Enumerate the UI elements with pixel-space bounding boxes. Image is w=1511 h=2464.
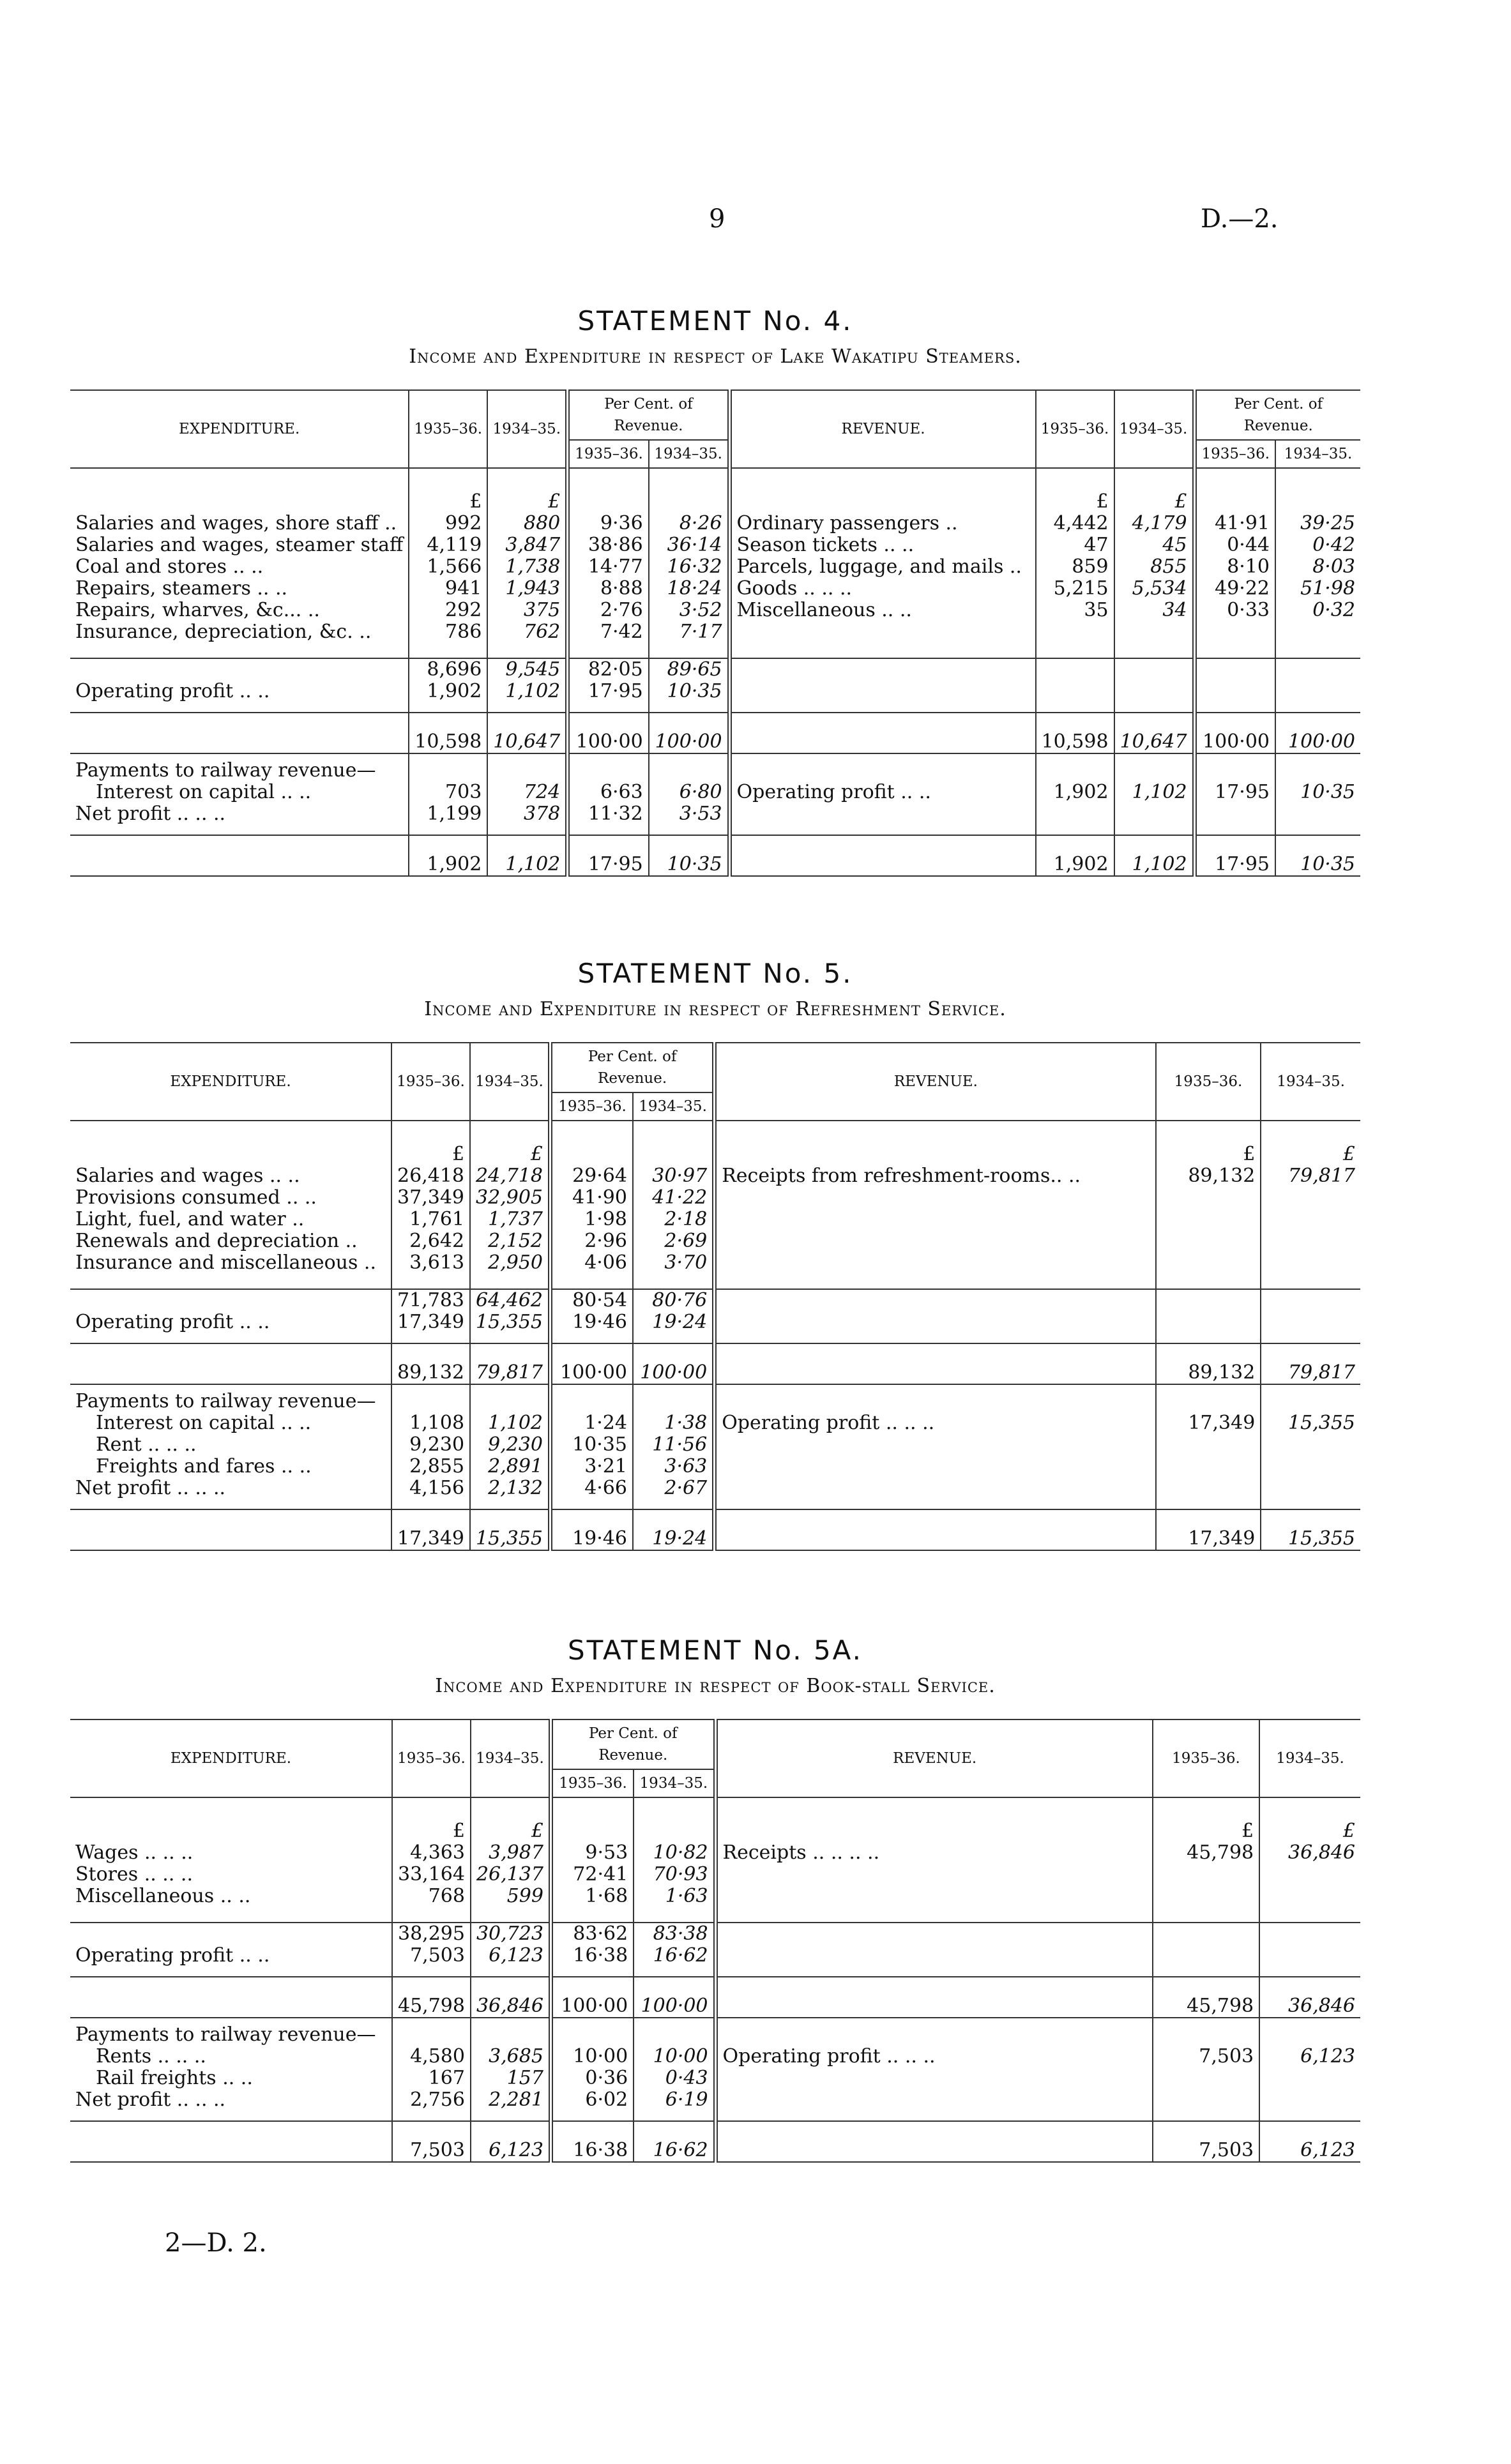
statement-subtitle: Income and Expenditure in respect of Refreshment Service. <box>424 998 1006 1020</box>
table-row: Salaries and wages, steamer staff 4,119 3,847 38·86 36·14 Season tickets .. .. 47 45 0·44 0·42 <box>70 534 1360 556</box>
page-number: 9 <box>709 204 725 234</box>
table-row: Miscellaneous .. .. 768 599 1·68 1·63 <box>70 1886 1360 1907</box>
table-row: Interest on capital .. .. 703 724 6·63 6·80 Operating profit .. .. 1,902 1,102 17·95 10·35 <box>70 782 1360 803</box>
year-header: 1934–35. <box>470 1043 550 1121</box>
year-header: 1935–36. <box>391 1043 470 1121</box>
currency-symbol: £ <box>1156 1121 1261 1165</box>
year-header: 1935–36. <box>1036 390 1114 468</box>
table-row: Light, fuel, and water .. 1,761 1,737 1·98 2·18 <box>70 1209 1360 1230</box>
table-row: Net profit .. .. .. 4,156 2,132 4·66 2·67 <box>70 1478 1360 1499</box>
year-header: 1934–35. <box>1275 440 1360 468</box>
year-header: 1935–36. <box>392 1720 471 1797</box>
year-header: 1935–36. <box>1153 1720 1259 1797</box>
table-row: Provisions consumed .. .. 37,349 32,905 41·90 41·22 <box>70 1187 1360 1209</box>
expenditure-header: EXPENDITURE. <box>70 1043 391 1121</box>
total-row: 10,598 10,647 100·00 100·00 10,598 10,647 100·00 100·00 <box>70 713 1360 753</box>
table-row: Coal and stores .. .. 1,566 1,738 14·77 16·32 Parcels, luggage, and mails .. 859 855 8·10 8·03 <box>70 556 1360 578</box>
revenue-header: REVENUE. <box>715 1043 1156 1121</box>
year-header: 1935–36. <box>1194 440 1275 468</box>
table-row: Interest on capital .. .. 1,108 1,102 1·24 1·38 Operating profit .. .. .. 17,349 15,355 <box>70 1412 1360 1434</box>
table-row: Rail freights .. .. 167 157 0·36 0·43 <box>70 2067 1360 2089</box>
year-header: 1934–35. <box>487 390 567 468</box>
currency-symbol: £ <box>392 1797 471 1842</box>
expenditure-header: EXPENDITURE. <box>70 1720 392 1797</box>
table-row: Insurance and miscellaneous .. 3,613 2,950 4·06 3·70 <box>70 1252 1360 1274</box>
currency-symbol: £ <box>1153 1797 1259 1842</box>
currency-symbol: £ <box>1114 468 1194 513</box>
currency-symbol: £ <box>1261 1121 1360 1165</box>
statement-title: STATEMENT No. 5. <box>577 958 853 989</box>
subtotal-row: 8,696 9,545 82·05 89·65 <box>70 658 1360 681</box>
percent-header: Per Cent. of Revenue. <box>568 390 729 440</box>
table-row: Renewals and depreciation .. 2,642 2,152 2·96 2·69 <box>70 1230 1360 1252</box>
page-footer: 2—D. 2. <box>165 2228 267 2258</box>
year-header: 1934–35. <box>649 440 729 468</box>
year-header: 1934–35. <box>634 1769 715 1797</box>
statement-title: STATEMENT No. 5A. <box>567 1635 863 1666</box>
statement-5 <box>70 958 1360 1551</box>
total-row: 17,349 15,355 19·46 19·24 17,349 15,355 <box>70 1509 1360 1550</box>
year-header: 1934–35. <box>1261 1043 1360 1121</box>
table-row: Net profit .. .. .. 2,756 2,281 6·02 6·19 <box>70 2089 1360 2111</box>
currency-symbol: £ <box>470 1121 550 1165</box>
currency-symbol: £ <box>487 468 567 513</box>
operating-profit-row: Operating profit .. .. 17,349 15,355 19·46 19·24 <box>70 1311 1360 1333</box>
subtotal-row: 38,295 30,723 83·62 83·38 <box>70 1923 1360 1945</box>
table-row: Wages .. .. .. 4,363 3,987 9·53 10·82 Receipts .. .. .. .. 45,798 36,846 <box>70 1842 1360 1864</box>
operating-profit-row: Operating profit .. .. 1,902 1,102 17·95 10·35 <box>70 681 1360 702</box>
subtotal-row: 71,783 64,462 80·54 80·76 <box>70 1289 1360 1311</box>
total-row: 7,503 6,123 16·38 16·62 7,503 6,123 <box>70 2121 1360 2162</box>
table-row: Repairs, steamers .. .. 941 1,943 8·88 18·24 Goods .. .. .. 5,215 5,534 49·22 51·98 <box>70 578 1360 600</box>
year-header: 1934–35. <box>633 1092 715 1121</box>
payments-heading: Payments to railway revenue— <box>75 2023 376 2046</box>
table-row: Salaries and wages, shore staff .. 992 880 9·36 8·26 Ordinary passengers .. 4,442 4,179 41·91 39·25 <box>70 513 1360 534</box>
table-row: Stores .. .. .. 33,164 26,137 72·41 70·93 <box>70 1864 1360 1886</box>
currency-symbol: £ <box>391 1121 470 1165</box>
currency-symbol: £ <box>1259 1797 1360 1842</box>
table-row: Freights and fares .. .. 2,855 2,891 3·21 3·63 <box>70 1456 1360 1478</box>
statement-4 <box>70 305 1360 877</box>
expenditure-header: EXPENDITURE. <box>70 390 409 468</box>
table-row: Rent .. .. .. 9,230 9,230 10·35 11·56 <box>70 1434 1360 1456</box>
statement-title: STATEMENT No. 4. <box>577 305 853 336</box>
payments-heading: Payments to railway revenue— <box>75 1390 376 1412</box>
table-row: Salaries and wages .. .. 26,418 24,718 29·64 30·97 Receipts from refreshment-rooms.. .. 89,132 79,817 <box>70 1165 1360 1187</box>
document-code: D.—2. <box>1201 204 1279 234</box>
statement-5a <box>70 1635 1360 2163</box>
year-header: 1935–36. <box>550 1769 634 1797</box>
table-row: Rents .. .. .. 4,580 3,685 10·00 10·00 Operating profit .. .. .. 7,503 6,123 <box>70 2046 1360 2067</box>
percent-header: Per Cent. of Revenue. <box>1194 390 1360 440</box>
table-row: Insurance, depreciation, &c. .. 786 762 7·42 7·17 <box>70 621 1360 643</box>
total-row: 45,798 36,846 100·00 100·00 45,798 36,846 <box>70 1977 1360 2018</box>
table-row: Repairs, wharves, &c... .. 292 375 2·76 3·52 Miscellaneous .. .. 35 34 0·33 0·32 <box>70 600 1360 621</box>
table-row: Net profit .. .. .. 1,199 378 11·32 3·53 <box>70 803 1360 825</box>
currency-symbol: £ <box>1036 468 1114 513</box>
currency-symbol: £ <box>409 468 487 513</box>
statement-table <box>70 1719 1360 2163</box>
revenue-header: REVENUE. <box>729 390 1036 468</box>
year-header: 1935–36. <box>568 440 649 468</box>
year-header: 1935–36. <box>550 1092 633 1121</box>
percent-header: Per Cent. of Revenue. <box>550 1720 715 1769</box>
total-row: 89,132 79,817 100·00 100·00 89,132 79,817 <box>70 1343 1360 1384</box>
percent-header: Per Cent. of Revenue. <box>550 1043 715 1092</box>
year-header: 1935–36. <box>1156 1043 1261 1121</box>
statement-table <box>70 1042 1360 1551</box>
year-header: 1935–36. <box>409 390 487 468</box>
statement-subtitle: Income and Expenditure in respect of Lake Wakatipu Steamers. <box>409 345 1022 368</box>
year-header: 1934–35. <box>1114 390 1194 468</box>
currency-symbol: £ <box>471 1797 550 1842</box>
revenue-header: REVENUE. <box>715 1720 1153 1797</box>
statement-subtitle: Income and Expenditure in respect of Book-stall Service. <box>435 1675 996 1697</box>
statement-table <box>70 389 1360 877</box>
payments-heading: Payments to railway revenue— <box>75 759 376 782</box>
year-header: 1934–35. <box>471 1720 550 1797</box>
year-header: 1934–35. <box>1259 1720 1360 1797</box>
operating-profit-row: Operating profit .. .. 7,503 6,123 16·38 16·62 <box>70 1945 1360 1967</box>
total-row: 1,902 1,102 17·95 10·35 1,902 1,102 17·95 10·35 <box>70 835 1360 876</box>
